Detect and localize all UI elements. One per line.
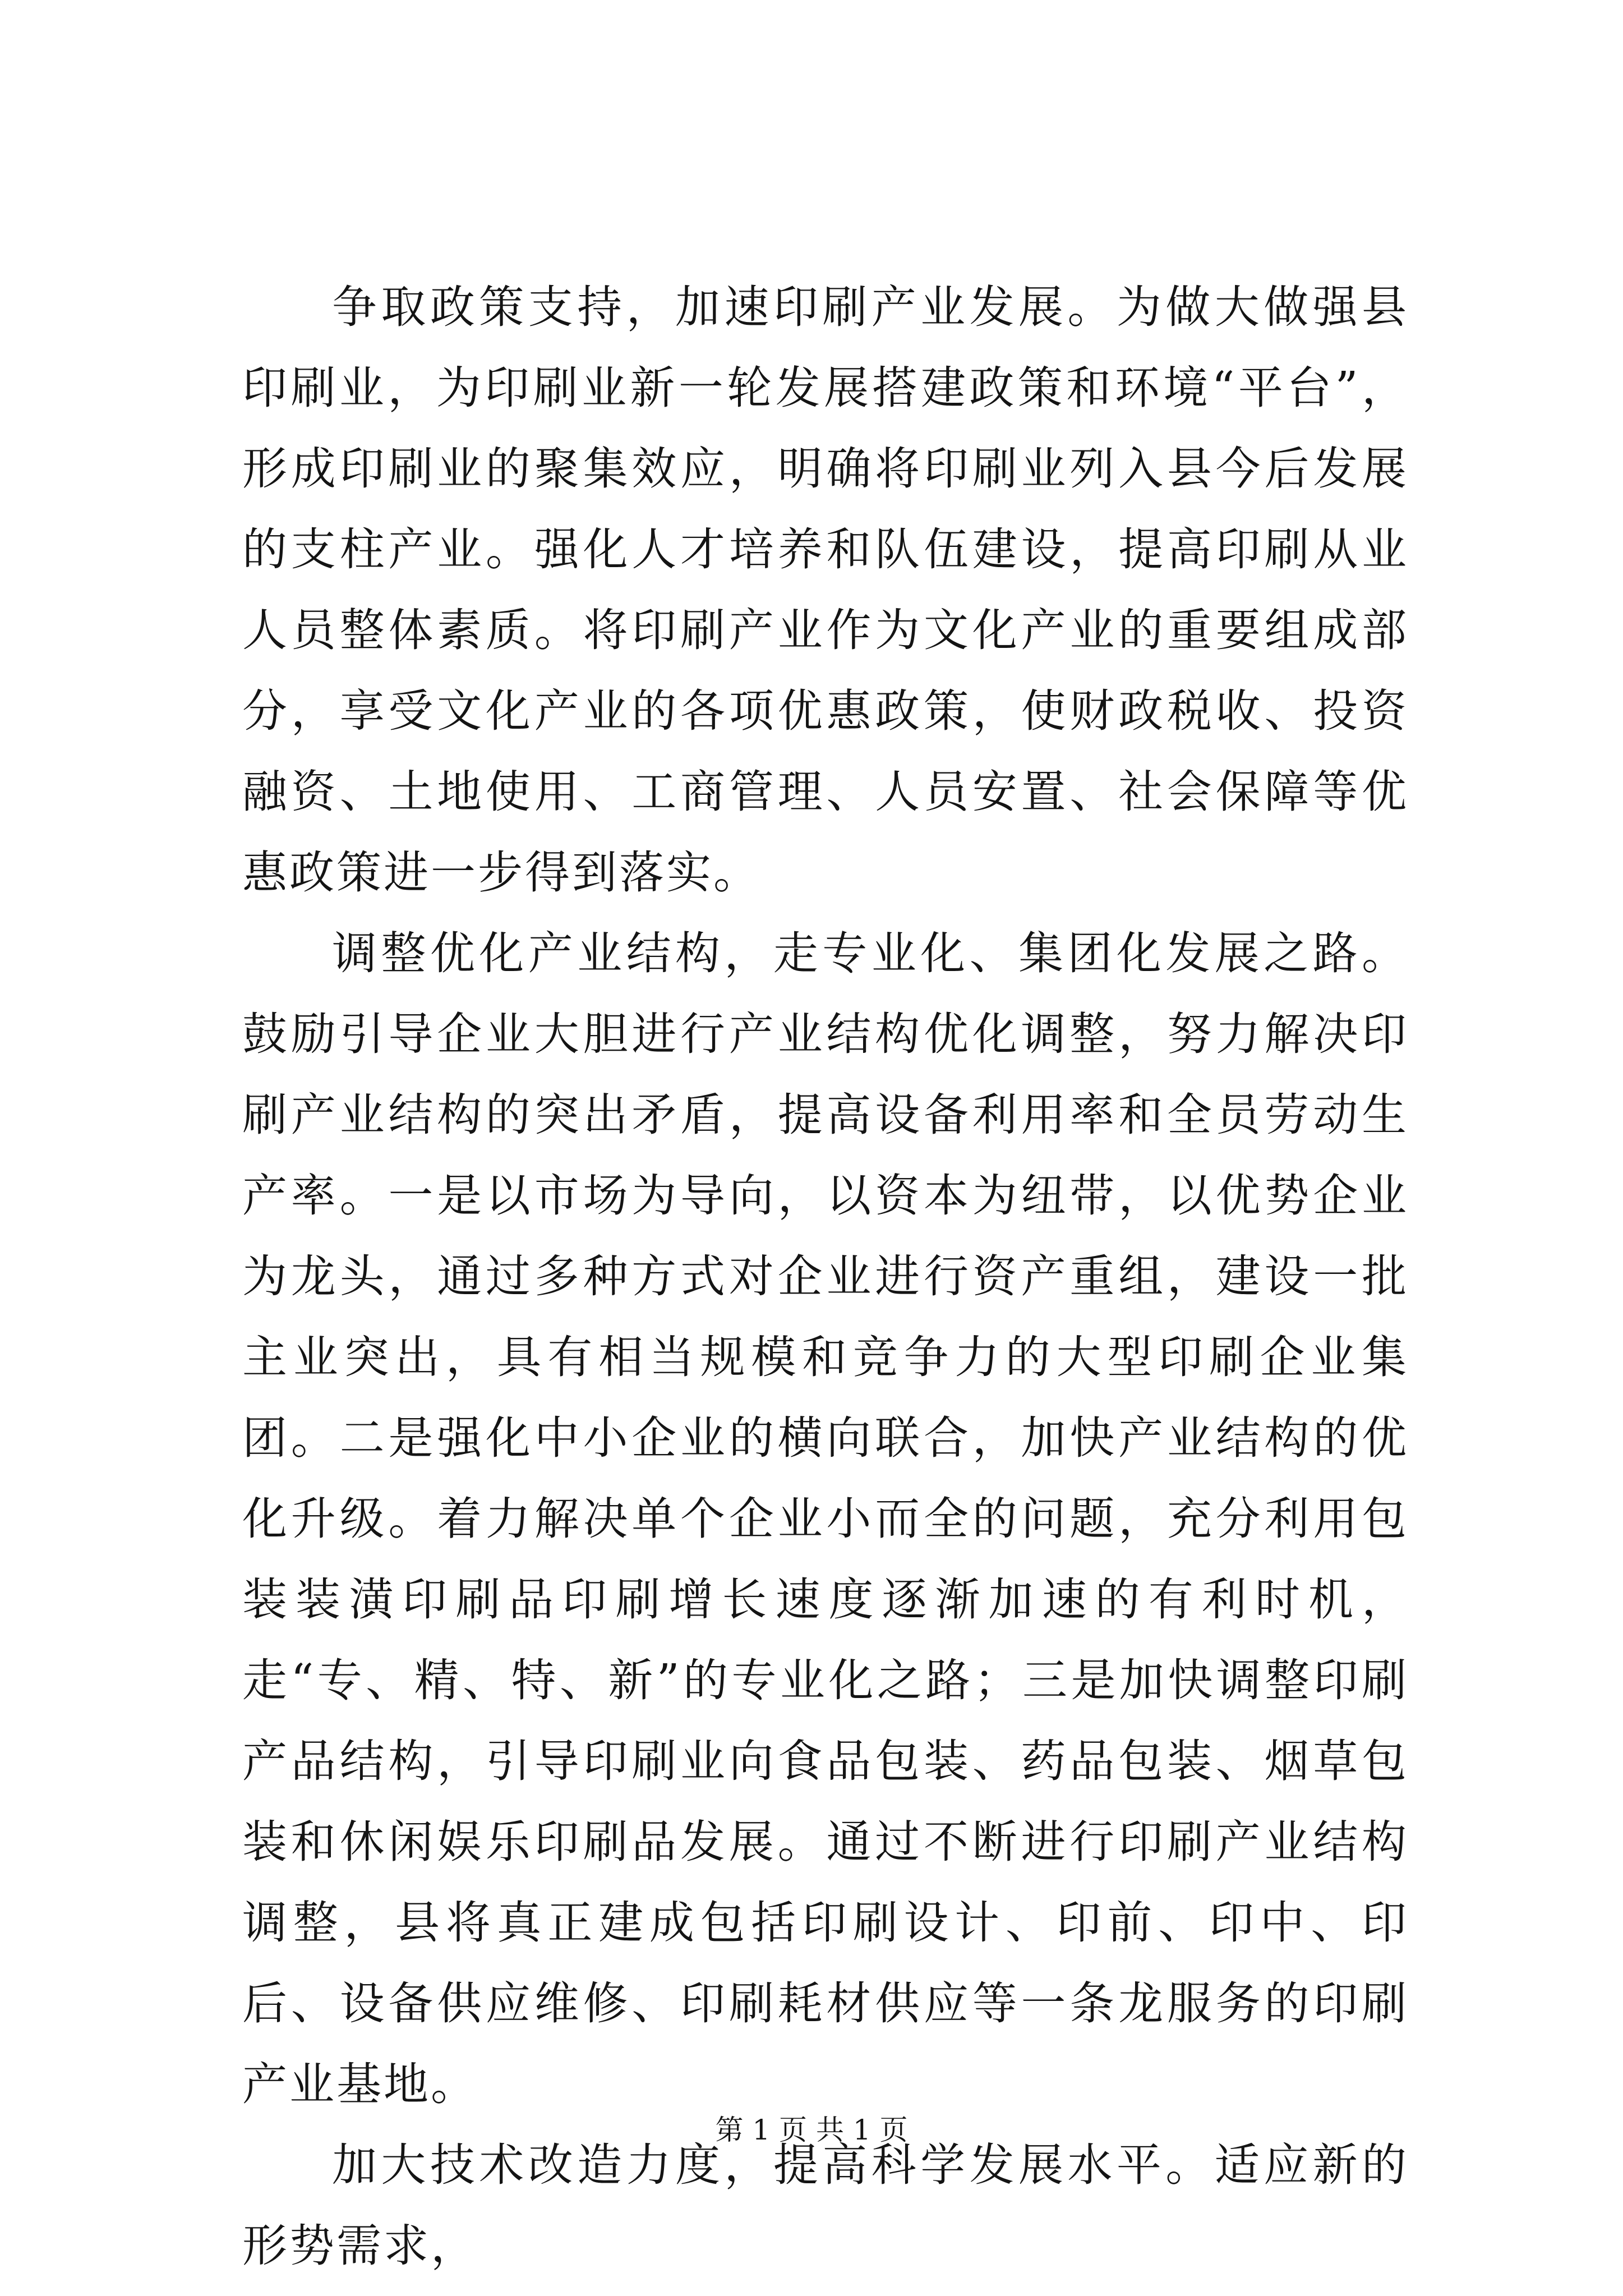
paragraph-industry-structure: 调整优化产业结构，走专业化、集团化发展之路。鼓励引导企业大胆进行产业结构优化调整，努力解决印刷产业结构的突出矛盾，提高设备利用率和全员劳动生产率。一是以市场为导向，以资本为纽带，以优势企业为龙头，通过多种方式对企业进行资产重组，建设一批主业突出，具有相当规模和竞争力的大型印刷企业集团。二是强化中小企业的横向联合，加快产业结构的优化升级。着力解决单个企业小而全的问题，充分利用包装装潢印刷品印刷增长速度逐渐加速的有利时机，走“专、精、特、新”的专业化之路；三是加快调整印刷产品结构，引导印刷业向食品包装、药品包装、烟草包装和休闲娱乐印刷品发展。通过不断进行印刷产业结构调整，县将真正建成包括印刷设计、印前、印中、印后、设备供应维修、印刷耗材供应等一条龙服务的印刷产业基地。 [242,927,1409,2110]
page-footer: 第 1 页 共 1 页 [715,2114,908,2146]
paragraph-policy-support: 争取政策支持，加速印刷产业发展。为做大做强县印刷业，为印刷业新一轮发展搭建政策和环境“平台”，形成印刷业的聚集效应，明确将印刷业列入县今后发展的支柱产业。强化人才培养和队伍建设，提高印刷从业人员整体素质。将印刷产业作为文化产业的重要组成部分，享受文化产业的各项优惠政策，使财政税收、投资融资、土地使用、工商管理、人员安置、社会保障等优惠政策进一步得到落实。 [242,281,1409,899]
paragraph-technical-upgrade: 加大技术改造力度，提高科学发展水平。适应新的形势需求， [242,2139,1409,2272]
document-body [242,267,1409,2286]
